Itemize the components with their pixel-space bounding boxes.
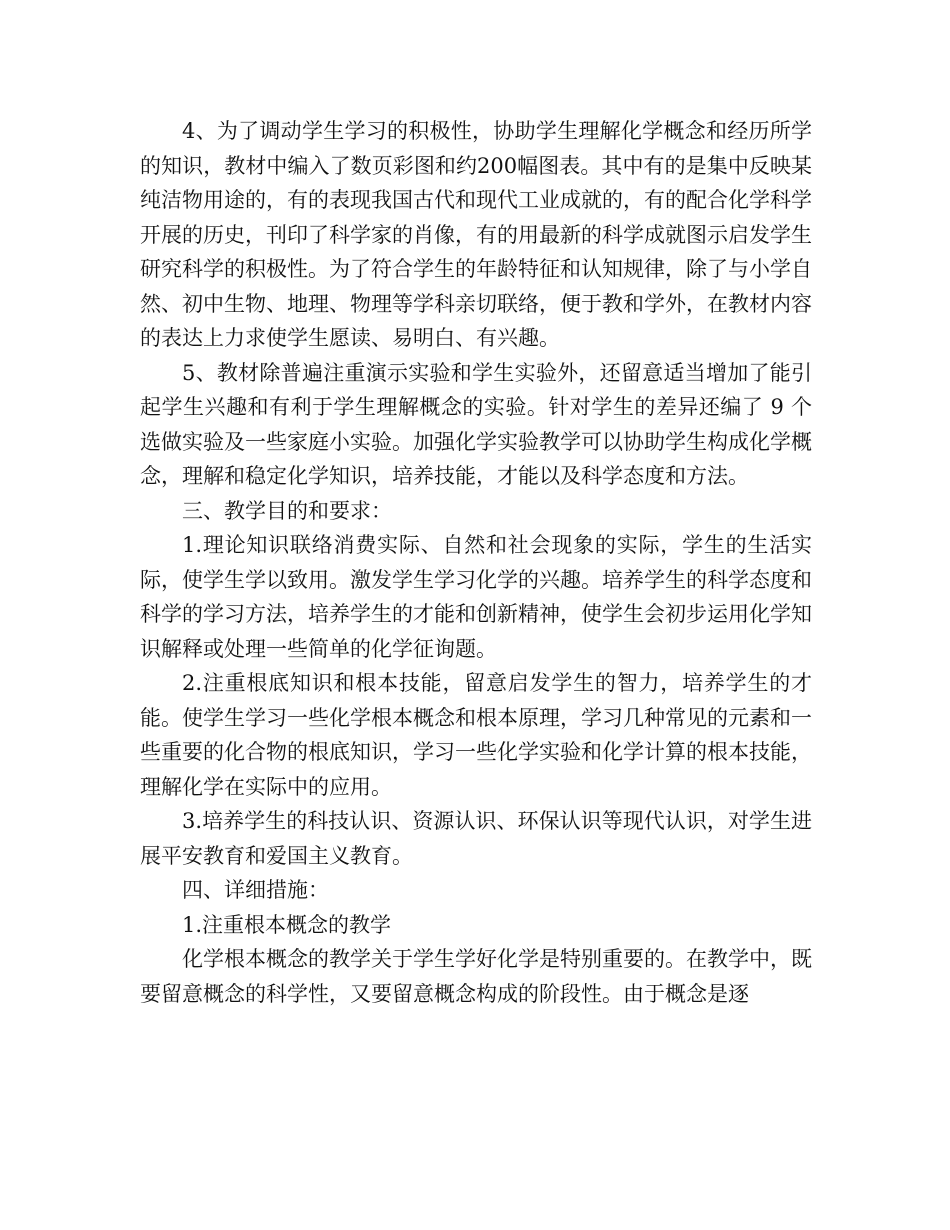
paragraph-textbook-illustrations: 4、为了调动学生学习的积极性，协助学生理解化学概念和经历所学的知识，教材中编入了数页彩图和约200幅图表。其中有的是集中反映某纯洁物用途的，有的表现我国古代和现代工业成就的，有的配合化学科学开展的历史，刊印了科学家的肖像，有的用最新的科学成就图示启发学生研究科学的积极性。为了符合学生的年龄特征和认知规律，除了与小学自然、初中生物、地理、物理等学科亲切联络，便于教和学外，在教材内容的表达上力求使学生愿读、易明白、有兴趣。 [140,119,812,350]
paragraph-concept-teaching: 化学根本概念的教学关于学生学好化学是特别重要的。在教学中，既要留意概念的科学性，又要留意概念构成的阶段性。由于概念是逐 [140,947,812,1006]
goal-item-1: 1.理论知识联络消费实际、自然和社会现象的实际，学生的生活实际，使学生学以致用。激发学生学习化学的兴趣。培养学生的科学态度和科学的学习方法，培养学生的才能和创新精神，使学生会初步运用化学知识解释或处理一些简单的化学征询题。 [140,533,812,661]
section-heading-goals: 三、教学目的和要求： [182,498,392,523]
goal-item-2: 2.注重根底知识和根本技能，留意启发学生的智力，培养学生的才能。使学生学习一些化学根本概念和根本原理，学习几种常见的元素和一些重要的化合物的根底知识，学习一些化学实验和化学计算的根本技能，理解化学在实际中的应用。 [140,671,812,799]
document-page [140,114,812,1011]
goal-item-3: 3.培养学生的科技认识、资源认识、环保认识等现代认识，对学生进展平安教育和爱国主义教育。 [140,809,812,868]
section-heading-measures: 四、详细措施： [182,878,329,902]
measure-heading-1: 1.注重根本概念的教学 [182,912,392,937]
paragraph-experiments: 5、教材除普遍注重演示实验和学生实验外，还留意适当增加了能引起学生兴趣和有利于学生理解概念的实验。针对学生的差异还编了 9 个选做实验及一些家庭小实验。加强化学实验教学可以协助学生构成化学概念，理解和稳定化学知识，培养技能，才能以及科学态度和方法。 [140,360,812,488]
